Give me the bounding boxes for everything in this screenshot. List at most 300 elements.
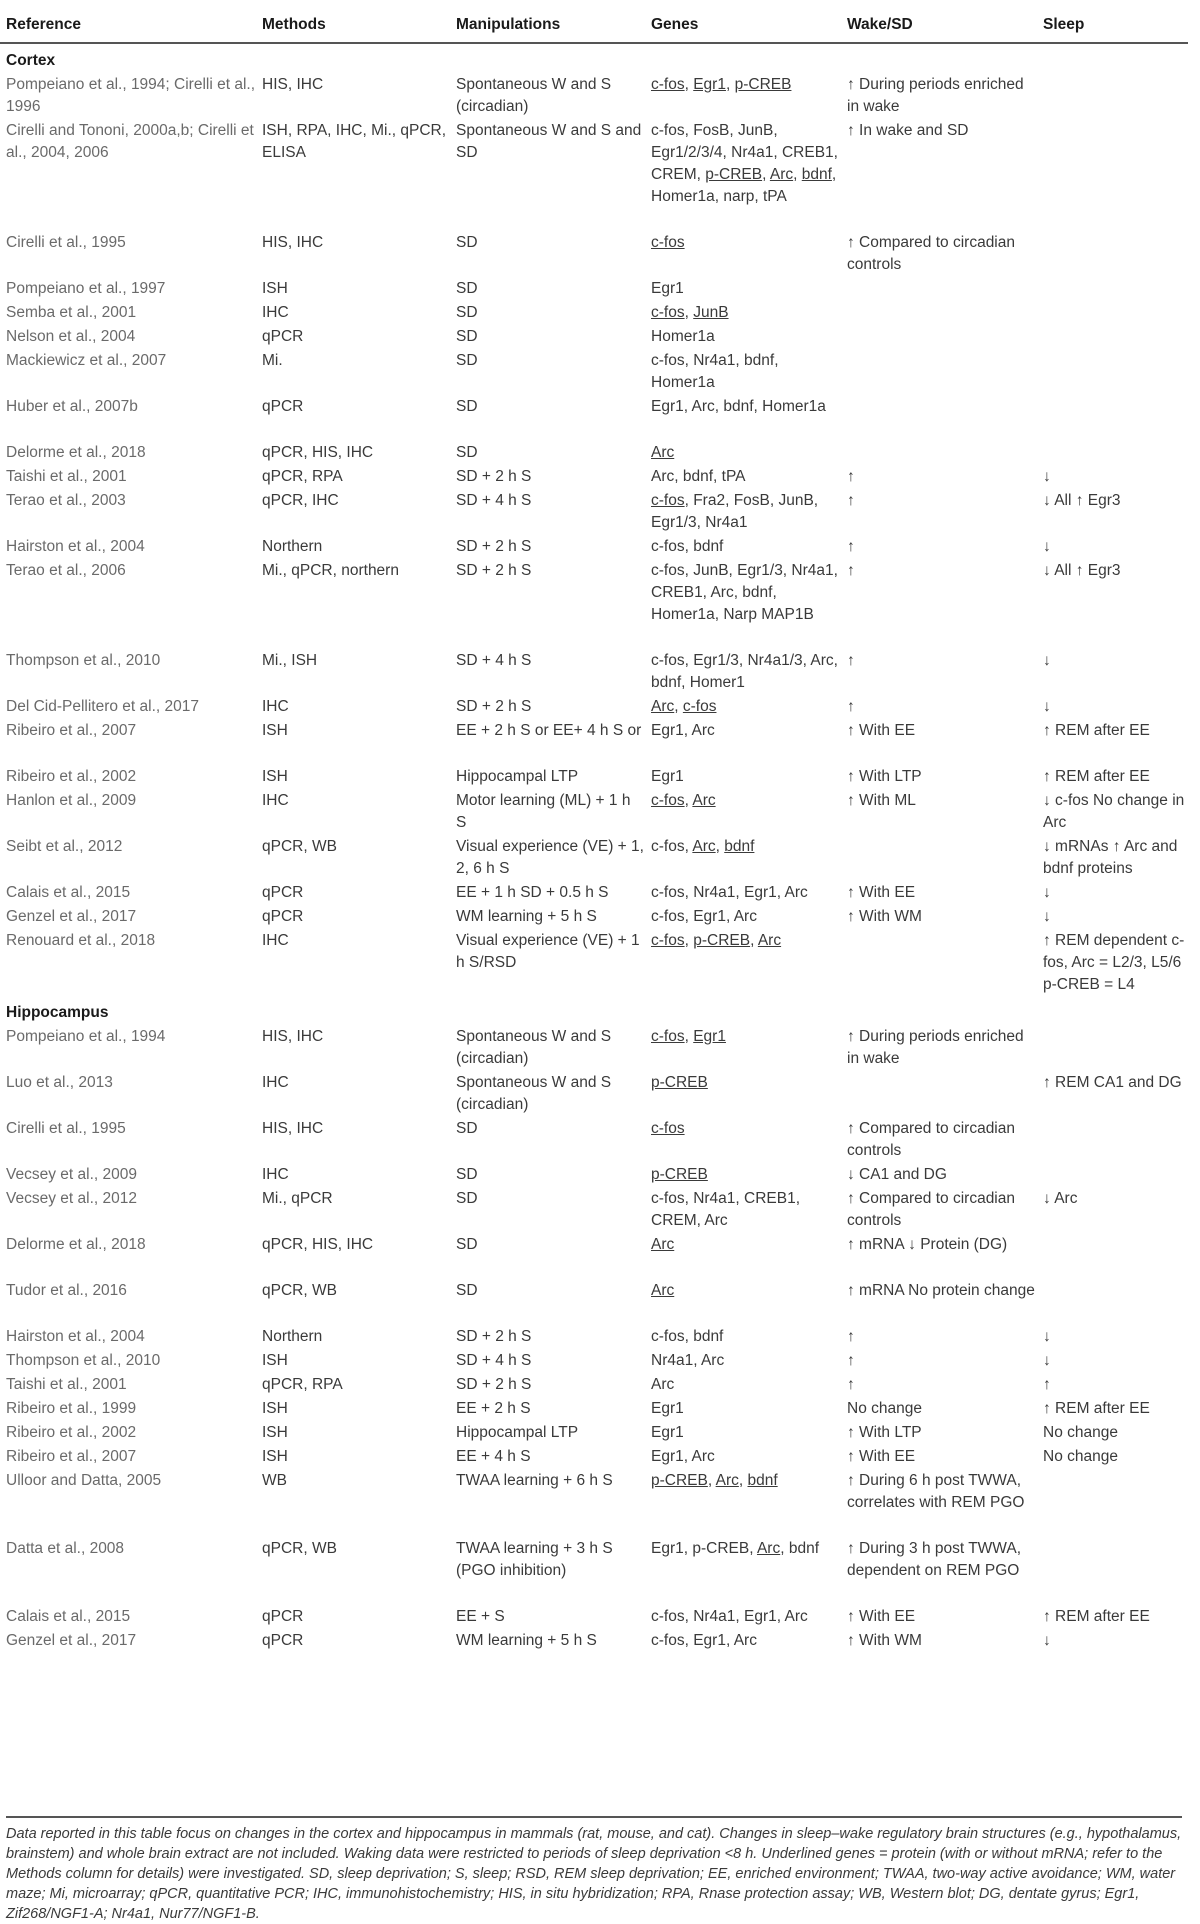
cell-sleep: No change [1043,1448,1118,1465]
cell-sleep: ↓ [1043,1328,1051,1345]
cell-genes [645,928,841,996]
cell-methods: qPCR, RPA [262,468,343,485]
gene-protein: Arc [692,792,716,809]
cell-methods: Northern [262,1328,323,1345]
gene-text: c-fos, Nr4a1, bdnf, Homer1a [651,352,779,391]
cell-genes [645,440,841,464]
cell-manipulations: Spontaneous W and S and SD [456,122,642,161]
cell-methods: ISH [262,1424,288,1441]
cell-sleep [1037,300,1188,324]
cell-genes [645,118,841,230]
cell-wake-sd [841,1070,1037,1116]
table-row [0,764,1188,788]
cell-manipulations: SD + 2 h S [456,538,532,555]
gene-text: c-fos, Nr4a1, CREB1, CREM, Arc [651,1190,801,1229]
cell-reference: Genzel et al., 2017 [6,1632,137,1649]
cell-sleep: No change [1043,1424,1118,1441]
table-row [0,118,1188,230]
cell-wake-sd [841,440,1037,464]
cell-methods: qPCR [262,1608,304,1625]
cell-genes [645,1444,841,1468]
cell-sleep: ↑ REM after EE [1043,1400,1150,1417]
gene-protein: Arc [651,1236,675,1253]
cell-reference: Luo et al., 2013 [6,1074,113,1091]
cell-wake-sd: ↑ With EE [847,722,916,739]
cell-genes [645,1024,841,1070]
cell-manipulations: SD + 2 h S [456,1376,532,1393]
gene-protein: p-CREB [705,166,763,183]
gene-protein: bdnf [724,838,755,855]
cell-manipulations: SD [456,1190,478,1207]
cell-wake-sd: ↑ [847,1376,855,1393]
cell-reference: Pompeiano et al., 1997 [6,280,166,297]
cell-sleep [1037,324,1188,348]
cell-methods: HIS, IHC [262,1028,324,1045]
cell-reference: Hanlon et al., 2009 [6,792,137,809]
cell-methods: qPCR, HIS, IHC [262,1236,374,1253]
cell-sleep [1037,1162,1188,1186]
cell-methods: qPCR, WB [262,1540,337,1557]
cell-wake-sd: ↑ With WM [847,1632,922,1649]
cell-sleep: ↑ [1043,1376,1051,1393]
cell-sleep: ↓ [1043,1352,1051,1369]
gene-protein: Arc [715,1472,739,1489]
cell-reference: Ribeiro et al., 2007 [6,1448,137,1465]
header-wake-sd: Wake/SD [841,8,1037,43]
cell-sleep: ↓ [1043,468,1051,485]
gene-text: , [684,1028,694,1045]
table-row [0,534,1188,558]
cell-manipulations: SD [456,234,478,251]
cell-reference: Cirelli et al., 1995 [6,234,126,251]
cell-genes [645,880,841,904]
cell-genes [645,1468,841,1536]
cell-sleep [1037,394,1188,440]
header-sleep: Sleep [1037,8,1188,43]
cell-reference: Ribeiro et al., 2002 [6,768,137,785]
cell-sleep: ↑ REM CA1 and DG [1043,1074,1182,1091]
cell-manipulations: SD [456,1236,478,1253]
cell-wake-sd: ↑ Compared to circadian controls [847,1120,1015,1159]
gene-protein: p-CREB [734,76,792,93]
cell-sleep: ↓ [1043,652,1051,669]
table-row [0,558,1188,648]
cell-methods: WB [262,1472,287,1489]
cell-sleep [1037,1024,1188,1070]
gene-protein: Arc [692,838,716,855]
gene-text: Egr1 [651,1424,684,1441]
table-body [0,43,1188,1652]
cell-sleep: ↓ [1043,538,1051,555]
cell-genes [645,1162,841,1186]
gene-protein: c-fos [651,792,685,809]
header-genes: Genes [645,8,841,43]
cell-sleep [1037,1278,1188,1324]
cell-manipulations: EE + 1 h SD + 0.5 h S [456,884,609,901]
cell-genes [645,764,841,788]
cell-manipulations: SD [456,280,478,297]
cell-sleep: ↓ All ↑ Egr3 [1043,562,1121,579]
cell-manipulations: SD + 4 h S [456,652,532,669]
cell-methods: IHC [262,1074,289,1091]
cell-genes [645,1186,841,1232]
cell-wake-sd: ↑ [847,492,855,509]
cell-manipulations: WM learning + 5 h S [456,1632,597,1649]
cell-reference: Semba et al., 2001 [6,304,137,321]
cell-reference: Mackiewicz et al., 2007 [6,352,167,369]
gene-text: c-fos, Egr1/3, Nr4a1/3, Arc, bdnf, Homer1 [651,652,838,691]
cell-genes [645,788,841,834]
cell-reference: Taishi et al., 2001 [6,468,127,485]
cell-manipulations: Spontaneous W and S (circadian) [456,76,612,115]
gene-text: Egr1 [651,280,684,297]
cell-genes [645,718,841,764]
table-row [0,694,1188,718]
cell-sleep: ↓ [1043,1632,1051,1649]
table-row [0,1070,1188,1116]
cell-wake-sd: No change [847,1400,922,1417]
cell-methods: qPCR [262,328,304,345]
cell-methods: HIS, IHC [262,1120,324,1137]
cell-sleep: ↓ Arc [1043,1190,1078,1207]
cell-sleep: ↓ [1043,908,1051,925]
gene-text: , [762,166,770,183]
cell-methods: ISH [262,1352,288,1369]
gene-text: c-fos, Nr4a1, Egr1, Arc [651,884,808,901]
section-title: Hippocampus [6,1004,109,1021]
gene-protein: Arc [769,166,794,183]
cell-wake-sd: ↑ [847,468,855,485]
header-reference: Reference [0,8,256,43]
cell-reference: Calais et al., 2015 [6,1608,131,1625]
cell-reference: Datta et al., 2008 [6,1540,125,1557]
cell-manipulations: Hippocampal LTP [456,768,579,785]
cell-wake-sd: ↑ With LTP [847,1424,922,1441]
cell-reference: Vecsey et al., 2009 [6,1166,137,1183]
cell-reference: Ribeiro et al., 2007 [6,722,137,739]
cell-sleep: ↓ c-fos No change in Arc [1043,792,1185,831]
table-row [0,1372,1188,1396]
cell-manipulations: WM learning + 5 h S [456,908,597,925]
cell-manipulations: Hippocampal LTP [456,1424,579,1441]
cell-genes [645,72,841,118]
gene-text: c-fos, Egr1, Arc [651,1632,757,1649]
cell-sleep: ↓ All ↑ Egr3 [1043,492,1121,509]
cell-reference: Thompson et al., 2010 [6,652,161,669]
cell-wake-sd: ↑ Compared to circadian controls [847,1190,1015,1229]
cell-manipulations: SD [456,304,478,321]
table-footnote: Data reported in this table focus on changes in the cortex and hippocampus in mammals (rat, mouse, and cat). Changes in sleep–wake regulatory brain structures (e.g., hypothalamus, brainstem) and whole brain extract are not included. Waking data were restricted to periods of sleep deprivation <8 h. Underlined genes = protein (with or without mRNA; refer to the Methods column for details) were investigated. SD, sleep deprivation; S, sleep; RSD, REM sleep deprivation; EE, enriched environment; TWAA, two-way active avoidance; WM, water maze; Mi, microarray; qPCR, quantitative PCR; IHC, immunohistochemistry; HIS, in situ hybridization; RPA, Rnase protection assay; WB, Western blot; DG, dentate gyrus; Egr1, Zif268/NGF1-A; Nr4a1, Nur77/NGF1-B. [6,1816,1182,1924]
table-row [0,1396,1188,1420]
cell-wake-sd: ↑ mRNA No protein change [847,1282,1035,1299]
cell-manipulations: SD [456,398,478,415]
cell-methods: qPCR, IHC [262,492,339,509]
table-row [0,1186,1188,1232]
cell-wake-sd: ↑ With LTP [847,768,922,785]
gene-protein: c-fos [651,1028,685,1045]
cell-genes [645,1396,841,1420]
cell-methods: ISH [262,722,288,739]
cell-wake-sd: ↑ With ML [847,792,916,809]
cell-reference: Renouard et al., 2018 [6,932,156,949]
cell-genes [645,1628,841,1652]
cell-methods: IHC [262,792,289,809]
cell-methods: Mi., ISH [262,652,318,669]
cell-wake-sd: ↑ [847,652,855,669]
cell-genes [645,648,841,694]
gene-text: Egr1, Arc [651,722,715,739]
gene-text: c-fos, Nr4a1, Egr1, Arc [651,1608,808,1625]
header-methods: Methods [256,8,450,43]
gene-text: Egr1, Arc, bdnf, Homer1a [651,398,826,415]
table-row [0,324,1188,348]
table-row [0,1420,1188,1444]
gene-protein: c-fos [651,234,685,251]
cell-wake-sd: ↑ In wake and SD [847,122,969,139]
header-row [0,8,1188,43]
cell-manipulations: TWAA learning + 6 h S [456,1472,613,1489]
gene-protein: c-fos [651,932,685,949]
table-row [0,788,1188,834]
cell-reference: Hairston et al., 2004 [6,1328,145,1345]
cell-manipulations: EE + 2 h S or EE+ 4 h S or [456,722,642,739]
cell-genes [645,1324,841,1348]
gene-text: , [750,932,758,949]
table-row [0,1444,1188,1468]
cell-genes [645,694,841,718]
cell-wake-sd [841,834,1037,880]
cell-sleep: ↑ REM dependent c-fos, Arc = L2/3, L5/6 p-CREB = L4 [1043,932,1185,993]
cell-genes [645,348,841,394]
gene-text: , bdnf [780,1540,819,1557]
table-row [0,300,1188,324]
cell-genes [645,1372,841,1396]
gene-text: , [684,792,693,809]
cell-methods: IHC [262,698,289,715]
gene-protein: Arc [651,698,675,715]
gene-protein: bdnf [801,166,832,183]
cell-methods: IHC [262,1166,289,1183]
section-row [0,43,1188,72]
cell-methods: HIS, IHC [262,76,324,93]
cell-reference: Vecsey et al., 2012 [6,1190,137,1207]
table-row [0,1324,1188,1348]
cell-manipulations: SD + 2 h S [456,468,532,485]
cell-manipulations: EE + 2 h S [456,1400,531,1417]
cell-wake-sd: ↑ [847,1352,855,1369]
cell-reference: Ulloor and Datta, 2005 [6,1472,162,1489]
gene-text: , [674,698,683,715]
cell-methods: ISH [262,768,288,785]
cell-genes [645,300,841,324]
cell-genes [645,1116,841,1162]
cell-sleep: ↓ mRNAs ↑ Arc and bdnf proteins [1043,838,1178,877]
cell-sleep [1037,1116,1188,1162]
cell-methods: qPCR [262,398,304,415]
cell-manipulations: EE + S [456,1608,505,1625]
cell-genes [645,558,841,648]
gene-protein: p-CREB [651,1472,708,1489]
cell-wake-sd [841,300,1037,324]
table-row [0,880,1188,904]
gene-text: , [793,166,802,183]
table-row [0,904,1188,928]
cell-wake-sd [841,394,1037,440]
gene-text: Egr1, Arc [651,1448,715,1465]
gene-protein: c-fos [651,304,685,321]
cell-reference: Hairston et al., 2004 [6,538,145,555]
gene-protein: c-fos [682,698,717,715]
cell-methods: IHC [262,932,289,949]
cell-wake-sd [841,348,1037,394]
cell-genes [645,904,841,928]
table-row [0,488,1188,534]
gene-text: , Homer1a, narp, tPA [651,166,837,205]
cell-methods: ISH [262,1400,288,1417]
cell-reference: Pompeiano et al., 1994; Cirelli et al., 1996 [6,76,255,115]
cell-manipulations: TWAA learning + 3 h S (PGO inhibition) [456,1540,613,1579]
cell-methods: qPCR [262,1632,304,1649]
cell-genes [645,394,841,440]
table-row [0,72,1188,118]
cell-methods: qPCR [262,884,304,901]
gene-text: c-fos, Egr1, Arc [651,908,757,925]
table-row [0,1116,1188,1162]
table-row [0,230,1188,276]
cell-sleep [1037,348,1188,394]
table-row [0,440,1188,464]
cell-methods: qPCR [262,908,304,925]
table-row [0,1348,1188,1372]
cell-manipulations: SD + 2 h S [456,698,532,715]
cell-manipulations: SD [456,1166,478,1183]
cell-reference: Terao et al., 2006 [6,562,126,579]
cell-reference: Cirelli et al., 1995 [6,1120,126,1137]
gene-text: c-fos, bdnf [651,538,724,555]
cell-genes [645,324,841,348]
cell-wake-sd: ↑ During periods enriched in wake [847,76,1024,115]
gene-text: Homer1a [651,328,715,345]
cell-reference: Seibt et al., 2012 [6,838,123,855]
cell-wake-sd: ↑ During 6 h post TWWA, correlates with REM PGO [847,1472,1025,1511]
cell-genes [645,1232,841,1278]
cell-wake-sd: ↑ [847,1328,855,1345]
table-row [0,1232,1188,1278]
gene-protein: Egr1 [693,76,726,93]
gene-text: , [725,76,735,93]
cell-genes [645,834,841,880]
cell-wake-sd: ↓ CA1 and DG [847,1166,947,1183]
cell-wake-sd: ↑ [847,698,855,715]
gene-protein: bdnf [747,1472,778,1489]
table-row [0,464,1188,488]
table-row [0,348,1188,394]
cell-manipulations: SD [456,352,478,369]
cell-methods: Mi., qPCR [262,1190,333,1207]
cell-sleep [1037,1536,1188,1604]
cell-reference: Delorme et al., 2018 [6,444,146,461]
cell-sleep [1037,72,1188,118]
gene-protein: JunB [693,304,729,321]
cell-reference: Delorme et al., 2018 [6,1236,146,1253]
cell-sleep [1037,1232,1188,1278]
cell-methods: ISH [262,1448,288,1465]
cell-wake-sd: ↑ During periods enriched in wake [847,1028,1024,1067]
cell-reference: Calais et al., 2015 [6,884,131,901]
table-row [0,1162,1188,1186]
table-row [0,1278,1188,1324]
cell-reference: Genzel et al., 2017 [6,908,137,925]
table-row [0,1628,1188,1652]
cell-manipulations: SD [456,444,478,461]
cell-methods: qPCR, WB [262,1282,337,1299]
cell-wake-sd: ↑ With WM [847,908,922,925]
cell-reference: Thompson et al., 2010 [6,1352,161,1369]
gene-protein: p-CREB [693,932,751,949]
gene-protein: Arc [757,932,782,949]
cell-manipulations: SD [456,1120,478,1137]
gene-text: , [707,1472,716,1489]
cell-reference: Cirelli and Tononi, 2000a,b; Cirelli et al., 2004, 2006 [6,122,254,161]
table-row [0,1604,1188,1628]
cell-methods: IHC [262,304,289,321]
cell-genes [645,534,841,558]
cell-wake-sd: ↑ mRNA ↓ Protein (DG) [847,1236,1008,1253]
gene-text: Egr1, p-CREB, [651,1540,757,1557]
cell-methods: Northern [262,538,323,555]
cell-manipulations: SD [456,328,478,345]
cell-sleep [1037,118,1188,230]
cell-manipulations: Visual experience (VE) + 1 h S/RSD [456,932,640,971]
cell-reference: Huber et al., 2007b [6,398,138,415]
gene-text: , [684,304,694,321]
gene-protein: c-fos [651,76,685,93]
cell-sleep: ↓ [1043,698,1051,715]
cell-manipulations: SD + 4 h S [456,1352,532,1369]
gene-protein: c-fos [651,492,685,509]
cell-sleep [1037,230,1188,276]
gene-text: , Fra2, FosB, JunB, Egr1/3, Nr4a1 [651,492,819,531]
cell-genes [645,230,841,276]
gene-protein: Egr1 [693,1028,726,1045]
gene-protein: p-CREB [651,1074,708,1091]
cell-wake-sd: ↑ With EE [847,1608,916,1625]
cell-wake-sd [841,276,1037,300]
cell-wake-sd: ↑ With EE [847,884,916,901]
cell-wake-sd [841,928,1037,996]
gene-text: c-fos, [651,838,693,855]
cell-manipulations: SD + 4 h S [456,492,532,509]
cell-methods: Mi. [262,352,283,369]
cell-wake-sd: ↑ [847,562,855,579]
section-row [0,996,1188,1024]
cell-methods: Mi., qPCR, northern [262,562,399,579]
gene-text: c-fos, bdnf [651,1328,724,1345]
gene-text: , [738,1472,748,1489]
cell-manipulations: Spontaneous W and S (circadian) [456,1028,612,1067]
cell-manipulations: Visual experience (VE) + 1, 2, 6 h S [456,838,644,877]
cell-reference: Pompeiano et al., 1994 [6,1028,166,1045]
gene-expression-table [0,8,1188,1652]
cell-sleep [1037,1468,1188,1536]
table-row [0,1024,1188,1070]
gene-text: , [684,76,694,93]
cell-genes [645,1420,841,1444]
cell-methods: HIS, IHC [262,234,324,251]
header-manipulations: Manipulations [450,8,645,43]
cell-sleep [1037,440,1188,464]
cell-sleep: ↑ REM after EE [1043,722,1150,739]
